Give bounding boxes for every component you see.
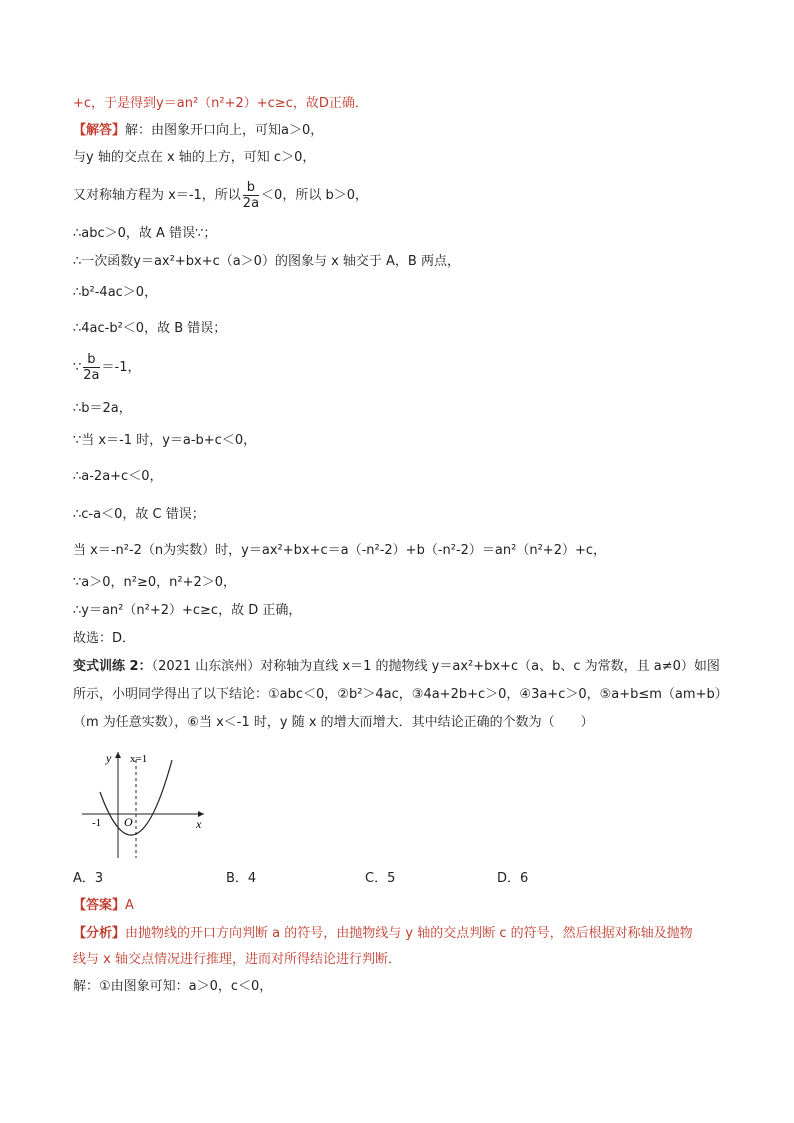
solution-text: 又对称轴方程为 x＝-1，所以	[73, 188, 241, 203]
fraction-numerator: b	[243, 180, 259, 196]
analysis-line-1	[73, 925, 693, 943]
fraction-denominator: 2a	[242, 196, 260, 211]
y-axis-label: y	[106, 751, 112, 765]
solution-line-11: ∵当 x＝-1 时，y＝a-b+c＜0，	[73, 433, 257, 448]
solution-line-15: ∵a＞0，n²≥0，n²+2＞0，	[73, 575, 237, 590]
solution-line-17: 故选：D．	[73, 631, 136, 646]
solution-line-5: ∴abc＞0，故 A 错误∵；	[73, 226, 217, 241]
solution-line-10: ∴b＝2a，	[73, 401, 132, 416]
solution-line-9	[73, 352, 141, 383]
solution-text: ＜0，所以 b＞0，	[261, 188, 368, 203]
origin-label: O	[124, 815, 133, 829]
solution-text: ∵	[73, 360, 82, 375]
analysis-line-2: 线与 x 轴交点情况进行推理，进而对所得结论进行判断．	[73, 952, 401, 967]
problem-text: （2021 山东滨州）对称轴为直线 x＝1 的抛物线 y＝ax²+bx+c（a、b、c 为常数，且 a≠0）如图	[151, 659, 720, 674]
problem-line-3: （m 为任意实数），⑥当 x＜-1 时，y 随 x 的增大而增大．其中结论正确的个数为（ ）	[73, 715, 594, 730]
analysis-tag: 【分析】	[73, 926, 126, 941]
answer-value: A	[125, 898, 134, 913]
answer-tag: 【答案】	[73, 898, 126, 913]
solution-line-7: ∴b²-4ac＞0，	[73, 285, 158, 300]
solution-line-16: ∴y＝an²（n²+2）+c≥c，故 D 正确，	[73, 603, 302, 618]
solution-line-13: ∴c-a＜0，故 C 错误；	[73, 507, 205, 522]
answer-section-tag: 【解答】	[73, 123, 126, 138]
option-c: C．5	[365, 871, 396, 886]
fraction-b-over-2a	[83, 352, 99, 383]
problem-line-1	[73, 658, 720, 676]
option-a: A．3	[73, 871, 104, 886]
neg-one-label: -1	[92, 817, 102, 829]
solution-line-14: 当 x＝-n²-2（n为实数）时，y＝ax²+bx+c＝a（-n²-2）+b（-n²-2）＝an²（n²+2）+c，	[73, 543, 607, 558]
solution-text: 解：由图象开口向上，可知a＞0，	[125, 123, 324, 138]
parabola-graph	[76, 746, 216, 864]
symmetry-axis-label: x=1	[130, 753, 148, 765]
analysis-line-3: 解：①由图象可知：a＞0，c＜0，	[73, 979, 273, 994]
solution-line-3: 与y 轴的交点在 x 轴的上方，可知 c＞0，	[73, 150, 316, 165]
fraction-numerator: b	[83, 352, 99, 368]
solution-line-12: ∴a-2a+c＜0，	[73, 469, 163, 484]
solution-line-8: ∴4ac-b²＜0，故 B 错误；	[73, 321, 227, 336]
option-d: D．6	[497, 871, 529, 886]
answer-line	[73, 897, 134, 915]
x-axis-label: x	[196, 817, 202, 831]
solution-line-4	[73, 180, 368, 211]
problem-line-2: 所示，小明同学得出了以下结论：①abc＜0，②b²＞4ac，③4a+2b+c＞0，④3a+c＞0，⑤a+b≤m（am+b）	[73, 687, 728, 702]
analysis-text: 由抛物线的开口方向判断 a 的符号，由抛物线与 y 轴的交点判断 c 的符号，然后根据对称轴及抛物	[125, 926, 693, 941]
solution-line-6: ∴一次函数y＝ax²+bx+c（a＞0）的图象与 x 轴交于 A，B 两点，	[73, 254, 460, 269]
fraction-b-over-2a	[243, 180, 259, 211]
option-b: B．4	[226, 871, 257, 886]
solution-text: ＝-1，	[101, 360, 141, 375]
fraction-denominator: 2a	[83, 368, 100, 383]
solution-line-2	[73, 122, 323, 140]
solution-line-1: +c，于是得到y＝an²（n²+2）+c≥c，故D正确．	[73, 96, 368, 111]
problem-title: 变式训练 2：	[73, 659, 152, 674]
